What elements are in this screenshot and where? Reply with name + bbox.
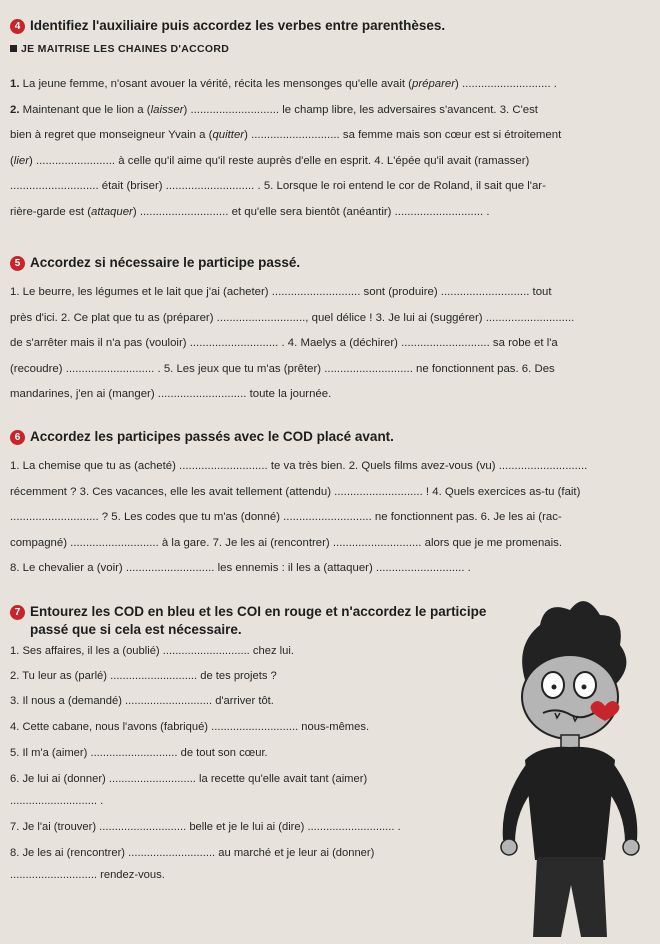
exercise-6-line: 8. Le chevalier a (voir) ............................ les ennemis : il les a (attaquer) ............................ . (10, 562, 471, 574)
line-text: 2. (10, 103, 20, 116)
answer-blank[interactable]: ......................... (35, 154, 116, 167)
exercise-6-line: 1. La chemise que tu as (acheté) ............................ te va très bien. 2. Quels films avez-vous (vu) ............................ (10, 460, 588, 472)
shirt-shape (525, 747, 615, 860)
line-text: bien à regret que monseigneur Yvain a ( (10, 129, 213, 141)
line-text: quitter (212, 129, 245, 141)
line-text: le champ libre, les adversaires s'avancent. 3. C'est (279, 103, 538, 116)
exercise-6-number: 6 (10, 430, 25, 445)
exercise-7-item: 2. Tu leur as (parlé) ............................ de tes projets ? (10, 670, 277, 682)
exercise-4-line (10, 123, 646, 149)
exercise-7-item: 4. Cette cabane, nous l'avons (fabriqué) ............................ nous-mêmes. (10, 721, 370, 733)
line-text: ( (10, 154, 14, 167)
exercise-7-title (10, 603, 486, 620)
exercise-7-instruction-line1: Entourez les COD en bleu et les COI en rouge et n'accordez le participe (30, 604, 487, 619)
exercise-4-instruction: Identifiez l'auxiliaire puis accordez les verbes entre parenthèses. (30, 18, 446, 33)
exercise-4-line (10, 98, 646, 124)
line-text: La jeune femme, n'osant avouer la vérité, récita les mensonges qu'elle avait ( (19, 78, 412, 90)
line-text: laisser (150, 103, 184, 116)
exercise-4-line (10, 149, 646, 175)
exercise-7-number: 7 (10, 605, 25, 620)
subheading-text: JE MAITRISE LES CHAINES D'ACCORD (21, 43, 230, 55)
exercise-4-line (10, 174, 646, 200)
line-text: Maintenant que le lion a ( (19, 103, 151, 116)
exercise-5-line: 1. Le beurre, les légumes et le lait que j'ai (acheter) ............................ sont (produire) ............................ tout (10, 286, 552, 298)
line-text: rière-garde est ( (10, 205, 92, 218)
pants-shape (533, 857, 607, 937)
line-text: sa femme mais son cœur est si étroitement (339, 129, 562, 141)
exercise-5-text (10, 280, 646, 408)
exercise-5-title (10, 254, 300, 271)
exercise-4-line (10, 72, 646, 98)
line-text: ) (132, 205, 140, 218)
exercise-6-line: récemment ? 3. Ces vacances, elle les avait tellement (attendu) ............................ ! 4. Quels exercices as-tu (fait) (10, 485, 581, 498)
exercise-7-item: 7. Je l'ai (trouver) ............................ belle et je le lui ai (dire) ............................ . (10, 821, 401, 833)
exercise-6-line: ............................ ? 5. Les codes que tu m'as (donné) ............................ ne fonctionnent pas. 6. Je les ai (rac- (10, 511, 562, 523)
line-text: à celle qu'il aime qu'il reste auprès d'elle en esprit. 4. L'épée qu'il avait (ramasser) (115, 154, 530, 167)
line-text: 1. (10, 78, 20, 90)
exercise-7-title-line2: passé que si cela est nécessaire. (30, 622, 242, 637)
line-text: préparer (411, 78, 456, 90)
exercise-6-text (10, 454, 646, 582)
exercise-5-line: (recoudre) ............................ . 5. Les jeux que tu m'as (prêter) ............................ ne fonctionnent pas. 6. Des (10, 362, 555, 375)
answer-blank[interactable]: ............................ (462, 78, 551, 90)
answer-blank[interactable]: ............................ (251, 129, 340, 141)
cartoon-boy-illustration (485, 585, 655, 937)
square-bullet-icon (10, 45, 17, 52)
section-subheading (10, 43, 229, 55)
line-text: ) (244, 129, 252, 141)
exercise-5-line: mandarines, j'en ai (manger) ............................ toute la journée. (10, 388, 332, 400)
exercise-4-line (10, 200, 646, 226)
exercise-7-item: ............................ rendez-vous. (10, 869, 165, 881)
exercise-5-line: de s'arrêter mais il n'a pas (vouloir) ............................ . 4. Maelys a (déchirer) ............................ sa robe et l'a (10, 337, 558, 349)
answer-blank[interactable]: ............................ (190, 103, 280, 116)
exercise-7-item: 1. Ses affaires, il les a (oublié) ............................ chez lui. (10, 645, 294, 657)
exercise-7-item: ............................ . (10, 795, 104, 807)
line-text: et qu'elle sera bientôt (anéantir) ............................ . (228, 205, 490, 218)
answer-blank[interactable]: ............................ (139, 205, 229, 218)
head-shape (522, 655, 618, 739)
exercise-7-item: 5. Il m'a (aimer) ............................ de tout son cœur. (10, 747, 268, 759)
exercise-5-number: 5 (10, 256, 25, 271)
exercise-6-instruction: Accordez les participes passés avec le COD placé avant. (30, 429, 394, 444)
exercise-7-item: 8. Je les ai (rencontrer) ............................ au marché et je leur ai (donner) (10, 847, 375, 859)
line-text: lier (13, 154, 29, 167)
exercise-7-item: 3. Il nous a (demandé) ............................ d'arriver tôt. (10, 695, 274, 707)
exercise-6-line: compagné) ............................ à la gare. 7. Je les ai (rencontrer) ............................ alors que je me promenais. (10, 536, 563, 549)
line-text: . (550, 78, 557, 90)
answer-blank[interactable]: ............................ (10, 180, 99, 192)
exercise-4-text (10, 72, 646, 225)
line-text: était (briser) ............................ . 5. Lorsque le roi entend le cor de Roland, il sait que l'ar- (98, 180, 546, 192)
exercise-6-title (10, 428, 394, 445)
line-text: ) (183, 103, 191, 116)
exercise-4-title (10, 17, 445, 34)
exercise-4-number: 4 (10, 19, 25, 34)
line-text: ) (29, 154, 36, 167)
exercise-5-instruction: Accordez si nécessaire le participe passé. (30, 255, 301, 270)
exercise-5-line: près d'ici. 2. Ce plat que tu as (préparer) ............................, quel délice ! 3. Je lui ai (suggérer) ............................ (10, 311, 575, 324)
line-text: ) (455, 78, 463, 90)
exercise-7-item: 6. Je lui ai (donner) ............................ la recette qu'elle avait tant (aimer) (10, 773, 368, 785)
line-text: attaquer (91, 205, 133, 218)
